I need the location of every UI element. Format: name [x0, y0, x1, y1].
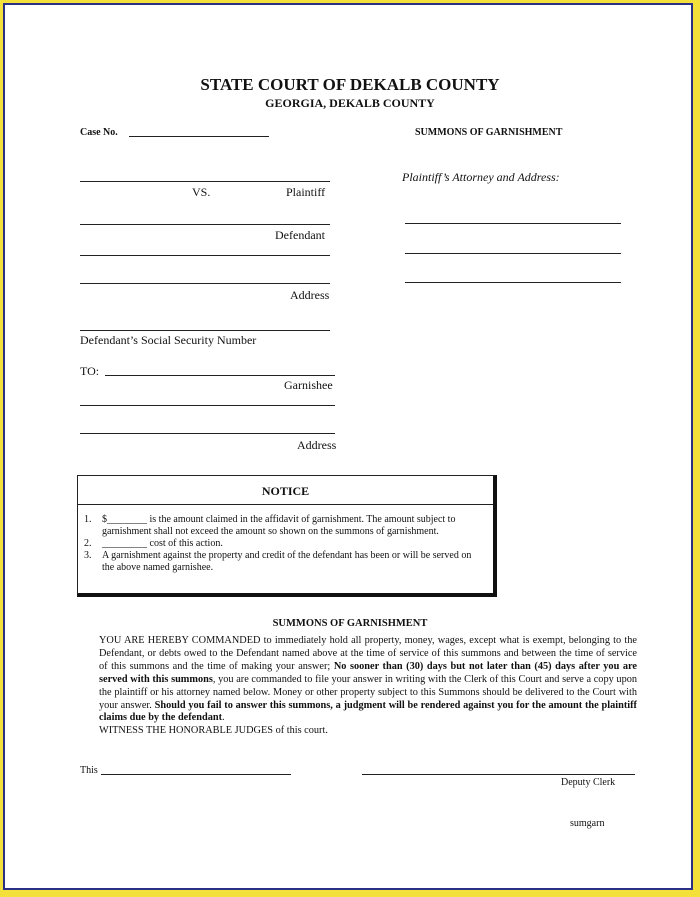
witness-line: WITNESS THE HONORABLE JUDGES of this court. — [99, 725, 328, 737]
this-label: This — [80, 765, 98, 776]
plaintiff-field[interactable] — [80, 181, 330, 182]
attorney-line-1[interactable] — [405, 223, 621, 224]
attorney-line-3[interactable] — [405, 282, 621, 283]
notice-item-number: 3. — [84, 550, 92, 561]
summons-text-2: , you are commanded to file your answer in writing with the Clerk of this Court and serve a copy upon the plaintiff or his attorney named below. Money or other property subject to this Summons should be delivered to the Court with your answer. — [99, 673, 638, 711]
notice-item-text: A garnishment against the property and credit of the defendant has been or will be served on the above named garnishee. — [102, 550, 472, 573]
summons-heading: SUMMONS OF GARNISHMENT — [272, 618, 428, 629]
court-subtitle: GEORGIA, DEKALB COUNTY — [265, 96, 435, 110]
summons-bold-warning: Should you fail to answer this summons, a judgment will be rendered against you for the amount the plaintiff claims due by the defendant — [99, 699, 637, 724]
notice-item — [84, 550, 484, 574]
address-label: Address — [290, 288, 330, 302]
summons-paragraph — [81, 635, 637, 725]
garnishee-field[interactable] — [105, 375, 335, 376]
notice-box — [77, 475, 497, 597]
notice-item-number: 2. — [84, 538, 92, 549]
address2-label: Address — [297, 438, 337, 452]
court-title: STATE COURT OF DEKALB COUNTY — [200, 75, 500, 94]
defendant-address-line-2[interactable] — [80, 283, 330, 284]
form-code: sumgarn — [570, 818, 605, 829]
garnishee-address-line-1[interactable] — [80, 405, 335, 406]
summons-body — [81, 635, 637, 738]
summons-bold-deadline: No sooner than (30) days but not later than (45) days after you are served with this summons — [99, 660, 637, 685]
defendant-label: Defendant — [275, 228, 325, 242]
summons-text-1: YOU ARE HEREBY COMMANDED to immediately hold all property, money, wages, except what is exempt, belonging to the Defendant, or debts owed to the Defendant named above at the time of service of this summons and between the time of service of this summons and the time of making your answer; — [99, 635, 637, 672]
notice-item-text: $________ is the amount claimed in the affidavit of garnishment. The amount subject to garnishment shall not exceed the amount so shown on the summons of garnishment. — [102, 514, 456, 537]
notice-item — [84, 514, 484, 538]
notice-divider — [78, 504, 493, 505]
notice-item-text: _________ cost of this action. — [102, 538, 223, 549]
case-no-field[interactable] — [129, 136, 269, 137]
vs-label: VS. — [192, 185, 211, 199]
deputy-clerk-label: Deputy Clerk — [561, 777, 616, 788]
defendant-field[interactable] — [80, 224, 330, 225]
document-page — [3, 3, 693, 890]
ssn-label: Defendant’s Social Security Number — [80, 333, 257, 347]
attorney-line-2[interactable] — [405, 253, 621, 254]
form-title-top: SUMMONS OF GARNISHMENT — [415, 127, 563, 138]
plaintiff-label: Plaintiff — [286, 185, 326, 199]
notice-item — [84, 538, 484, 550]
notice-title: NOTICE — [261, 484, 310, 498]
to-label: TO: — [80, 364, 100, 378]
ssn-field[interactable] — [80, 330, 330, 331]
date-field[interactable] — [101, 774, 291, 775]
defendant-address-line-1[interactable] — [80, 255, 330, 256]
attorney-label: Plaintiff’s Attorney and Address: — [402, 170, 560, 184]
summons-text-3: . — [222, 712, 225, 724]
notice-list — [84, 514, 484, 574]
garnishee-label: Garnishee — [284, 378, 333, 392]
case-no-label: Case No. — [80, 127, 118, 138]
deputy-signature-field[interactable] — [362, 774, 635, 775]
notice-item-number: 1. — [84, 514, 92, 525]
garnishee-address-line-2[interactable] — [80, 433, 335, 434]
